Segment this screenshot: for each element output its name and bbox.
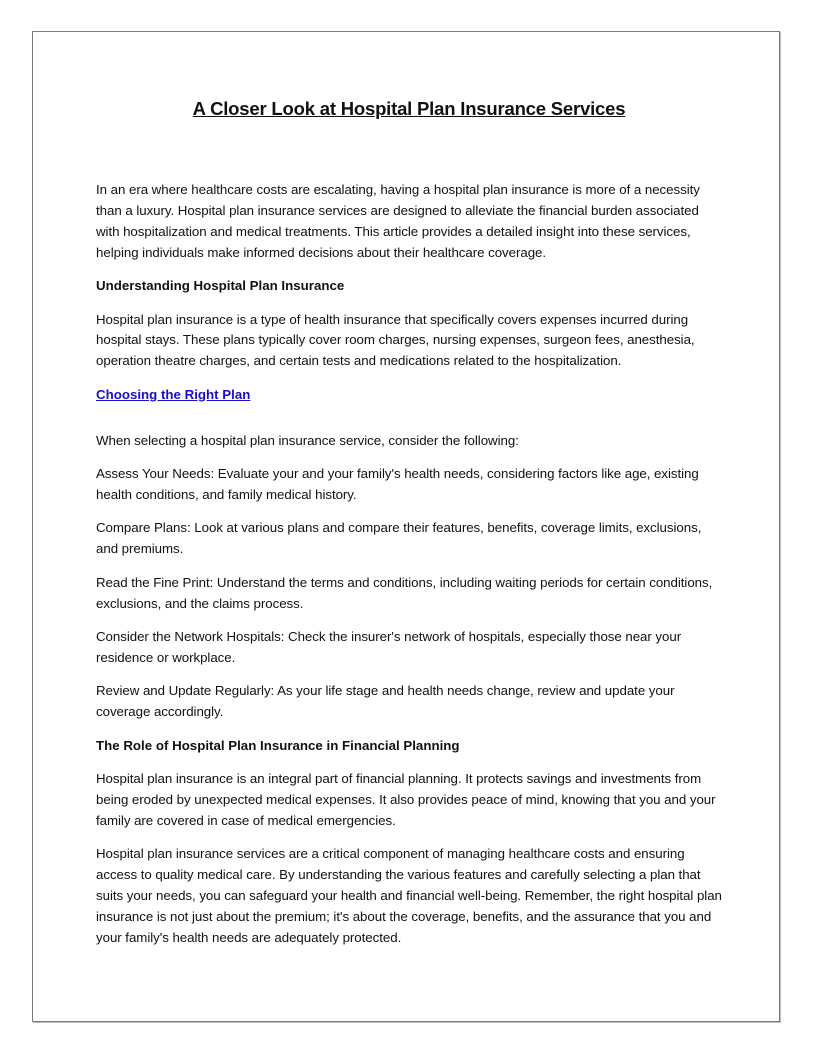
- link-container: [96, 385, 722, 418]
- section-heading-understanding: Understanding Hospital Plan Insurance: [96, 278, 345, 294]
- intro-paragraph: In an era where healthcare costs are escalating, having a hospital plan insurance is more of a necessity than a luxury. Hospital plan insurance services are designed to alleviate the financial burden associated with hospitalization and medical treatments. This article provides a detailed insight into these services, helping individuals make informed decisions about their healthcare coverage.: [96, 182, 700, 260]
- conclusion-paragraph: Hospital plan insurance services are a critical component of managing healthcare costs and ensuring access to quality medical care. By understanding the various features and carefully selecting a plan that suits your needs, you can safeguard your health and financial well-being. Remember, the right hospital plan insurance is not just about the premium; it's about the coverage, benefits, and the assurance that you and your family's health needs are adequately protected.: [96, 846, 722, 945]
- point-fine-print: Read the Fine Print: Understand the terms and conditions, including waiting periods for certain conditions, exclusions, and the claims process.: [96, 574, 713, 611]
- point-assess-needs: Assess Your Needs: Evaluate your and your family's health needs, considering factors like age, existing health conditions, and family medical history.: [96, 466, 699, 502]
- document-body: [96, 96, 722, 961]
- understanding-paragraph: Hospital plan insurance is a type of health insurance that specifically covers expenses incurred during hospital stays. These plans typically cover room charges, nursing expenses, surgeon fees, anesthesia, operation theatre charges, and certain tests and medications related to the hospitalization.: [96, 311, 695, 369]
- choosing-plan-link[interactable]: Choosing the Right Plan: [96, 386, 251, 402]
- financial-planning-paragraph: Hospital plan insurance is an integral part of financial planning. It protects savings and investments from being eroded by unexpected medical expenses. It also provides peace of mind, knowing that you and your family are covered in case of medical emergencies.: [96, 771, 716, 828]
- point-compare-plans: Compare Plans: Look at various plans and compare their features, benefits, coverage limits, exclusions, and premiums.: [96, 520, 702, 557]
- point-network-hospitals: Consider the Network Hospitals: Check the insurer's network of hospitals, especially those near your residence or workplace.: [96, 629, 682, 665]
- section-heading-financial-planning: The Role of Hospital Plan Insurance in Financial Planning: [96, 737, 460, 753]
- choosing-lead-paragraph: When selecting a hospital plan insurance service, consider the following:: [96, 432, 519, 448]
- point-review-update: Review and Update Regularly: As your life stage and health needs change, review and update your coverage accordingly.: [96, 683, 675, 720]
- document-title: A Closer Look at Hospital Plan Insurance Services: [192, 98, 626, 119]
